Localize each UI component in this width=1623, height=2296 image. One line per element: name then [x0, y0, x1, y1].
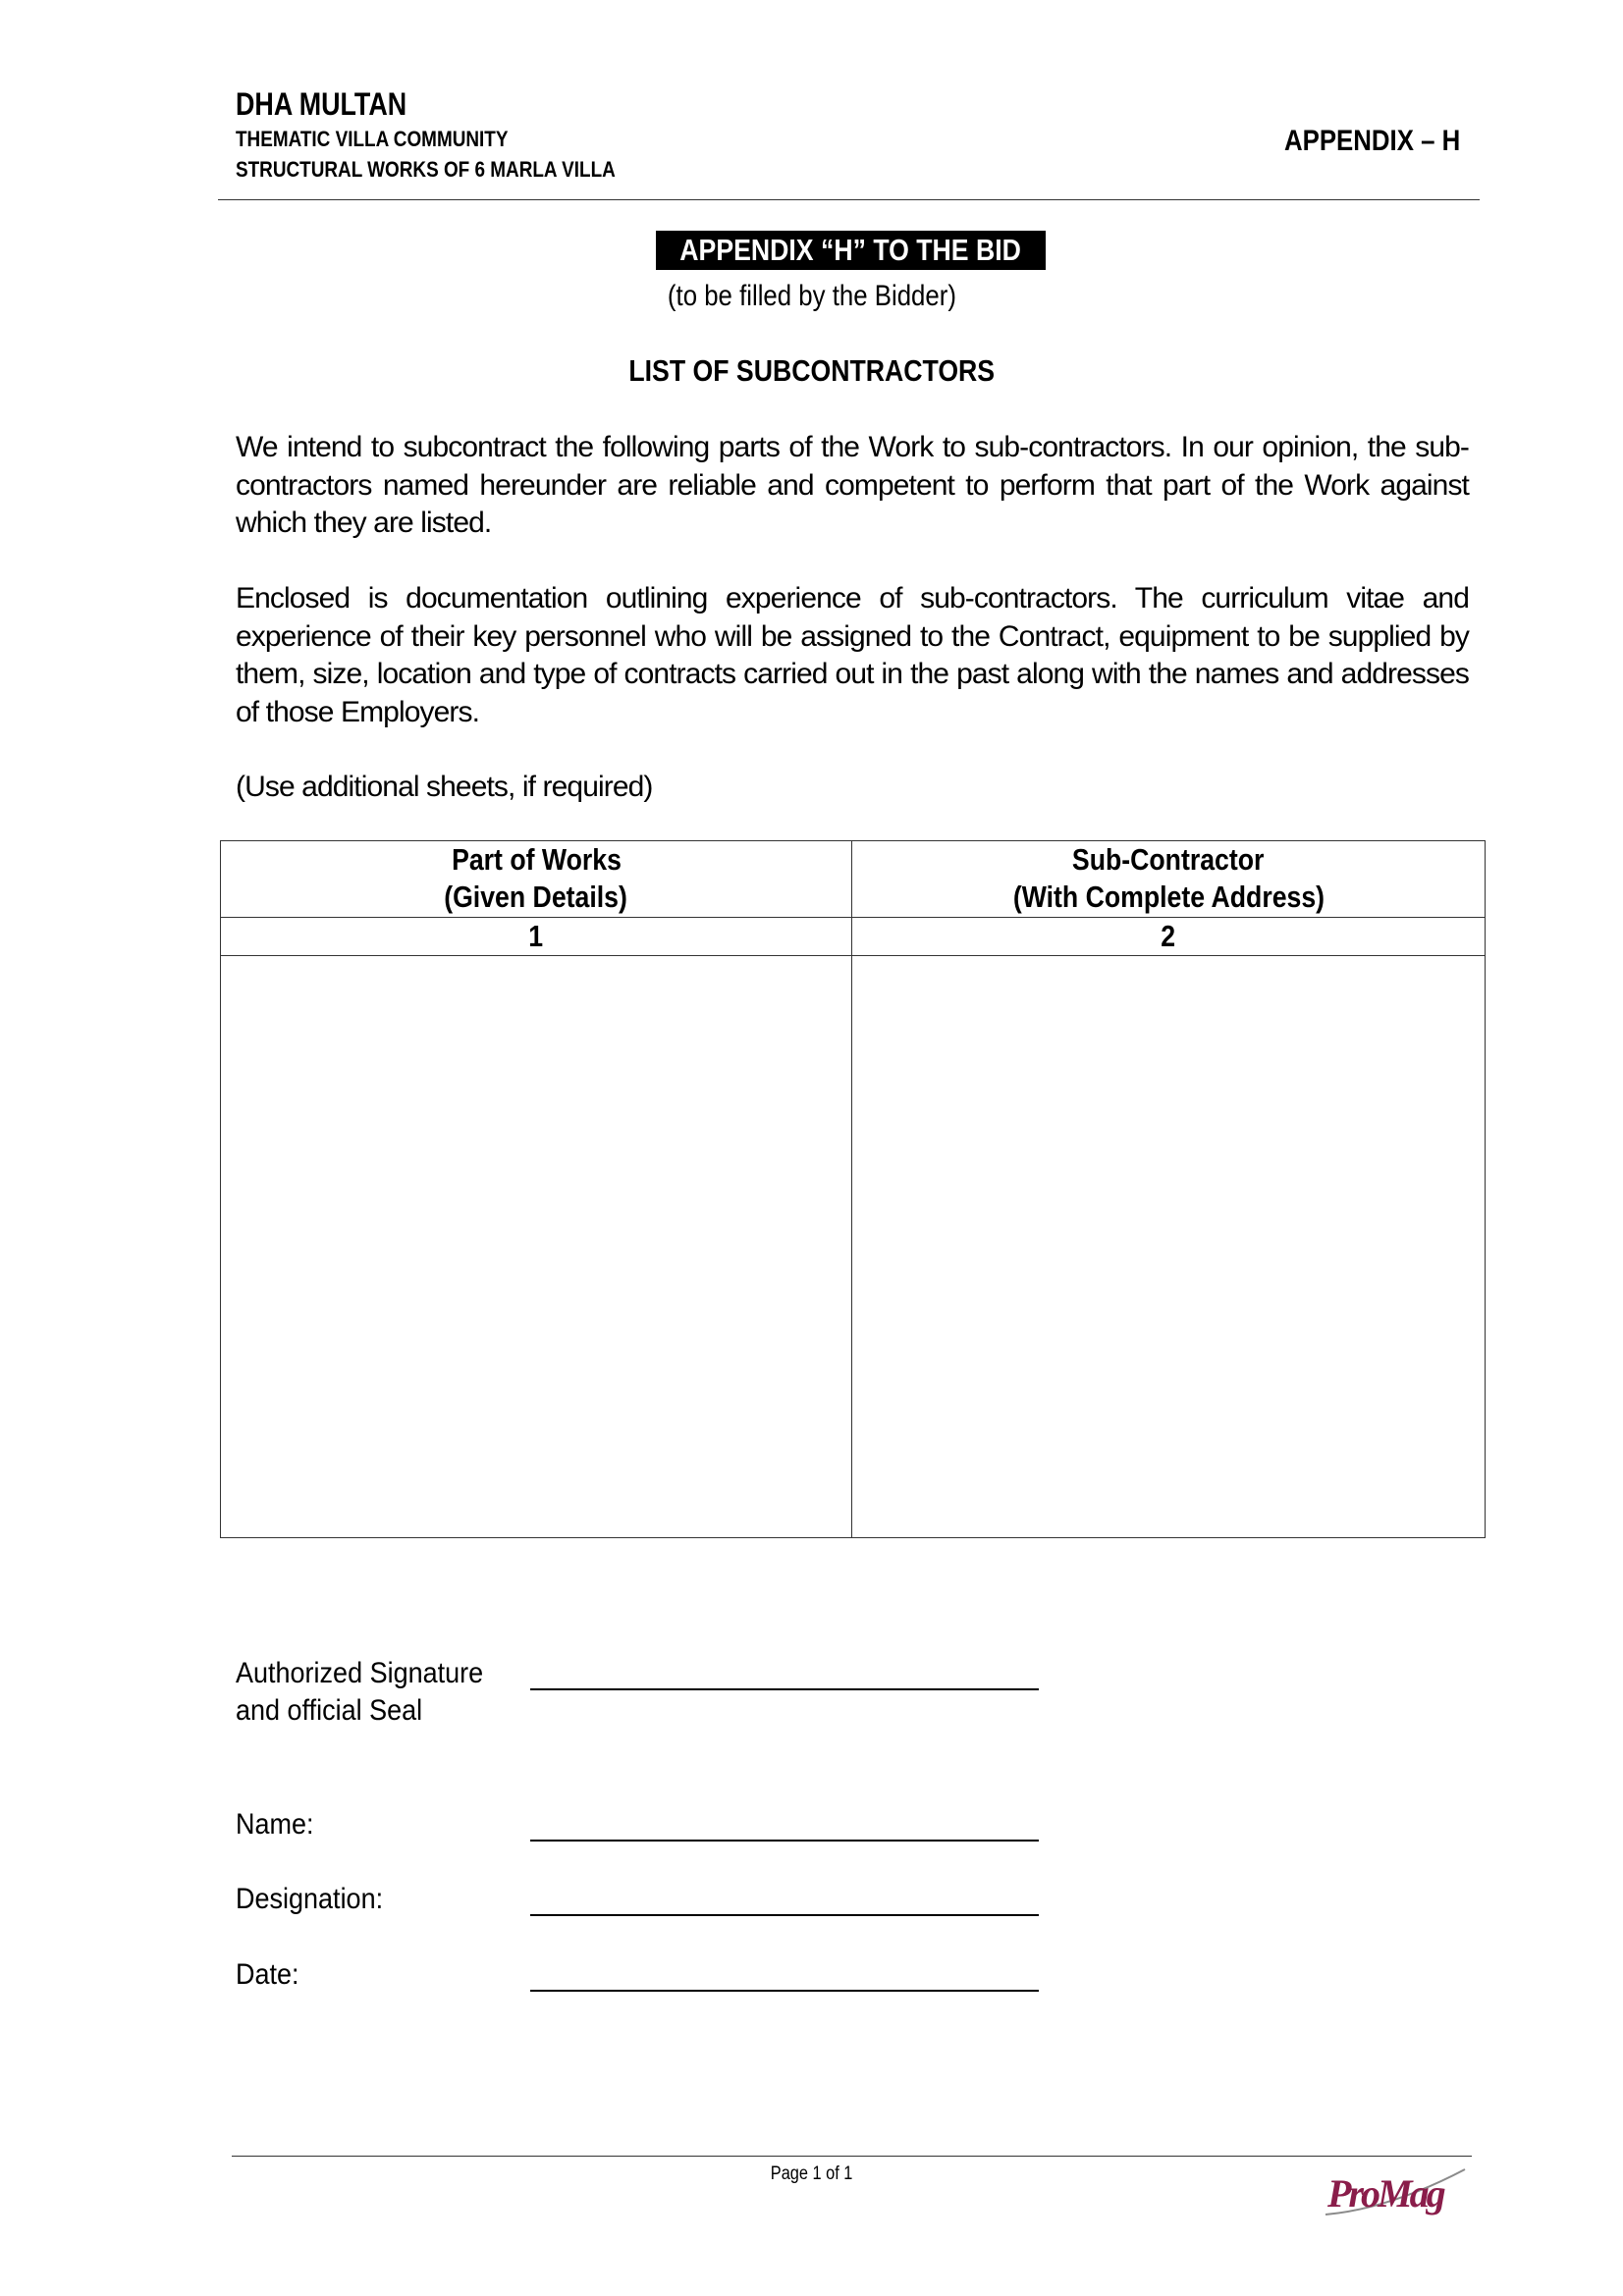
col2-subtitle: (With Complete Address)	[1012, 880, 1325, 914]
part-of-works-entry-cell[interactable]	[221, 956, 852, 1538]
authorized-signature-label: Authorized Signature	[236, 1657, 484, 1689]
official-seal-label: and official Seal	[236, 1694, 423, 1727]
organization-name: DHA MULTAN	[236, 86, 407, 122]
page-number-text: Page 1 of 1	[770, 2163, 853, 2184]
additional-sheets-note: (Use additional sheets, if required)	[236, 771, 653, 803]
signature-field[interactable]	[530, 1688, 1039, 1690]
page-title	[0, 353, 1623, 389]
table-entry-row	[221, 956, 1486, 1538]
documentation-paragraph: Enclosed is documentation outlining experience of sub-contractors. The curriculum vitae and experience of their key personnel who will be assigned to the Contract, equipment to be supplied by them, size, location and type of contracts carried out in the past along with the names and addresses of those Employers.	[236, 582, 1469, 728]
subtitle	[0, 280, 1623, 313]
table-header-row	[221, 841, 1486, 918]
logo-text: ProMag	[1327, 2171, 1443, 2216]
page-title-text: LIST OF SUBCONTRACTORS	[628, 353, 995, 388]
header-divider	[218, 199, 1480, 200]
column-number-2: 2	[852, 918, 1486, 956]
appendix-label: APPENDIX – H	[1284, 125, 1461, 157]
footer-divider	[232, 2156, 1472, 2157]
column-header-sub-contractor	[852, 841, 1486, 918]
col1-subtitle: (Given Details)	[444, 880, 628, 914]
designation-label: Designation:	[236, 1883, 384, 1915]
promag-logo	[1322, 2160, 1469, 2222]
appendix-banner	[656, 231, 1046, 270]
works-description: STRUCTURAL WORKS OF 6 MARLA VILLA	[236, 157, 616, 182]
subtitle-text: (to be filled by the Bidder)	[667, 280, 956, 312]
project-name: THEMATIC VILLA COMMUNITY	[236, 127, 509, 151]
column-number-1: 1	[221, 918, 852, 956]
appendix-banner-text: APPENDIX “H” TO THE BID	[679, 233, 1022, 267]
name-field[interactable]	[530, 1840, 1039, 1842]
subcontractor-table	[220, 840, 1486, 1538]
col2-title: Sub-Contractor	[1072, 842, 1265, 877]
date-label: Date:	[236, 1958, 299, 1991]
date-field[interactable]	[530, 1990, 1039, 1992]
designation-field[interactable]	[530, 1914, 1039, 1916]
table-number-row	[221, 918, 1486, 956]
name-label: Name:	[236, 1808, 314, 1841]
intro-paragraph: We intend to subcontract the following parts of the Work to sub-contractors. In our opinion, the sub-contractors named hereunder are reliable and competent to perform that part of the Work against which they are listed.	[236, 431, 1469, 539]
col1-title: Part of Works	[451, 842, 622, 877]
column-header-part-of-works	[221, 841, 852, 918]
sub-contractor-entry-cell[interactable]	[852, 956, 1486, 1538]
